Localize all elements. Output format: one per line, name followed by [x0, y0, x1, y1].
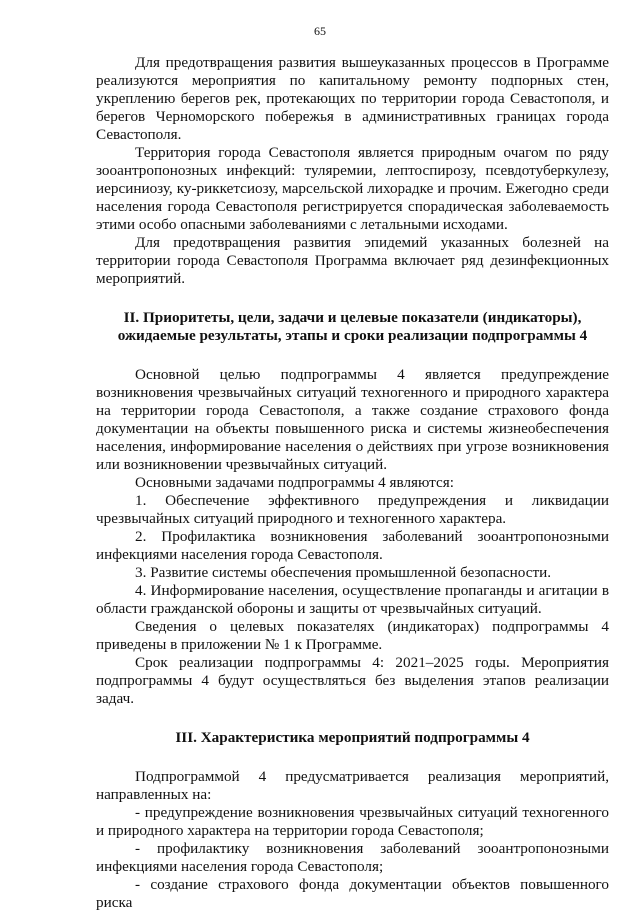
section-3-heading: III. Характеристика мероприятий подпрограммы 4: [175, 729, 530, 746]
paragraph: Территория города Севастополя является природным очагом по ряду зооантропонозных инфекций: туляремии, лептоспирозу, псевдотуберкулезу, иерсиниозу, ку-риккетсиозу, марсельской лихорадке и прочим. Ежегодно среди населения города Севастополя регистрируется спорадическая заболеваемость этими особо опасными заболеваниями с летальными исходами.: [96, 144, 609, 233]
page-body: [96, 54, 609, 912]
list-item: - предупреждение возникновения чрезвычайных ситуаций техногенного и природного характера на территории города Севастополя;: [96, 804, 609, 839]
paragraph: Для предотвращения развития вышеуказанных процессов в Программе реализуются мероприятия по капитальному ремонту подпорных стен, укреплению берегов рек, протекающих по территории города Севастополя, и берегов Черноморского побережья в административных границах города Севастополя.: [96, 54, 609, 143]
page-number: 65: [314, 24, 326, 38]
paragraph: Основной целью подпрограммы 4 является предупреждение возникновения чрезвычайных ситуаций техногенного и природного характера на территории города Севастополя, а также создание страхового фонда документации на объекты повышенного риска и системы жизнеобеспечения населения, информирование населения о действиях при угрозе возникновения или возникновении чрезвычайных ситуаций.: [96, 366, 609, 473]
list-item: 3. Развитие системы обеспечения промышленной безопасности.: [135, 564, 552, 581]
paragraph: Подпрограммой 4 предусматривается реализация мероприятий, направленных на:: [96, 768, 609, 803]
list-item: 4. Информирование населения, осуществление пропаганды и агитации в области гражданской обороны и защиты от чрезвычайных ситуаций.: [96, 582, 609, 617]
section-2-heading-line-1: II. Приоритеты, цели, задачи и целевые показатели (индикаторы),: [123, 309, 582, 326]
list-item: 2. Профилактика возникновения заболеваний зооантропонозными инфекциями населения города Севастополя.: [96, 528, 609, 563]
paragraph: Сведения о целевых показателях (индикаторах) подпрограммы 4 приведены в приложении № 1 к Программе.: [96, 618, 609, 653]
paragraph: Для предотвращения развития эпидемий указанных болезней на территории города Севастополя Программа включает ряд дезинфекционных мероприятий.: [96, 234, 609, 287]
list-item: - профилактику возникновения заболеваний зооантропонозными инфекциями населения города Севастополя;: [96, 840, 609, 875]
paragraph: Срок реализации подпрограммы 4: 2021–2025 годы. Мероприятия подпрограммы 4 будут осуществляться без выделения этапов реализации задач.: [96, 654, 609, 707]
section-2-heading-line-2: ожидаемые результаты, этапы и сроки реализации подпрограммы 4: [117, 327, 588, 344]
section-2-heading: [96, 309, 609, 345]
list-item: - создание страхового фонда документации объектов повышенного риска: [96, 876, 609, 911]
paragraph: Основными задачами подпрограммы 4 являются:: [135, 474, 454, 491]
list-item: 1. Обеспечение эффективного предупреждения и ликвидации чрезвычайных ситуаций природного и техногенного характера.: [96, 492, 609, 527]
